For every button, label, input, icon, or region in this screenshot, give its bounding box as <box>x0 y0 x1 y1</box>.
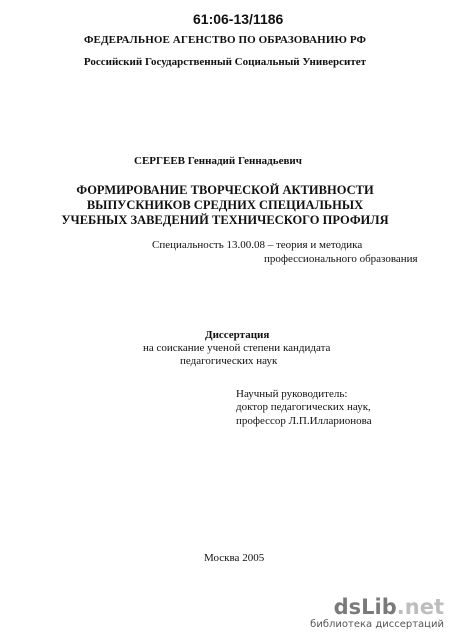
author-name: СЕРГЕЕВ Геннадий Геннадьевич <box>134 155 302 167</box>
watermark-logo-part1: dsLib <box>333 595 397 619</box>
city-year: Москва 2005 <box>204 552 265 564</box>
degree-line-1: на соискание ученой степени кандидата <box>143 342 331 354</box>
title-line-3: УЧЕБНЫХ ЗАВЕДЕНИЙ ТЕХНИЧЕСКОГО ПРОФИЛЯ <box>61 213 389 227</box>
watermark-logo <box>310 596 444 618</box>
watermark-subtitle: библиотека диссертаций <box>310 619 444 630</box>
supervisor-line-1: доктор педагогических наук, <box>236 401 371 413</box>
dissertation-title <box>0 183 450 228</box>
title-line-1: ФОРМИРОВАНИЕ ТВОРЧЕСКОЙ АКТИВНОСТИ <box>76 183 374 197</box>
document-code: 61:06-13/1186 <box>193 11 284 27</box>
agency-name: ФЕДЕРАЛЬНОЕ АГЕНСТВО ПО ОБРАЗОВАНИЮ РФ <box>83 34 367 46</box>
title-line-2: ВЫПУСКНИКОВ СРЕДНИХ СПЕЦИАЛЬНЫХ <box>86 198 364 212</box>
watermark-logo-part2: .net <box>396 595 444 619</box>
watermark <box>310 596 444 630</box>
dissertation-label: Диссертация <box>205 329 270 341</box>
supervisor-line-2: профессор Л.П.Илларионова <box>236 415 372 427</box>
degree-line-2: педагогических наук <box>180 355 278 367</box>
specialty-line-2: профессионального образования <box>264 253 418 265</box>
university-name: Российский Государственный Социальный Университет <box>83 56 367 68</box>
supervisor-label: Научный руководитель: <box>236 388 348 400</box>
specialty-line-1: Специальность 13.00.08 – теория и методика <box>152 239 363 251</box>
